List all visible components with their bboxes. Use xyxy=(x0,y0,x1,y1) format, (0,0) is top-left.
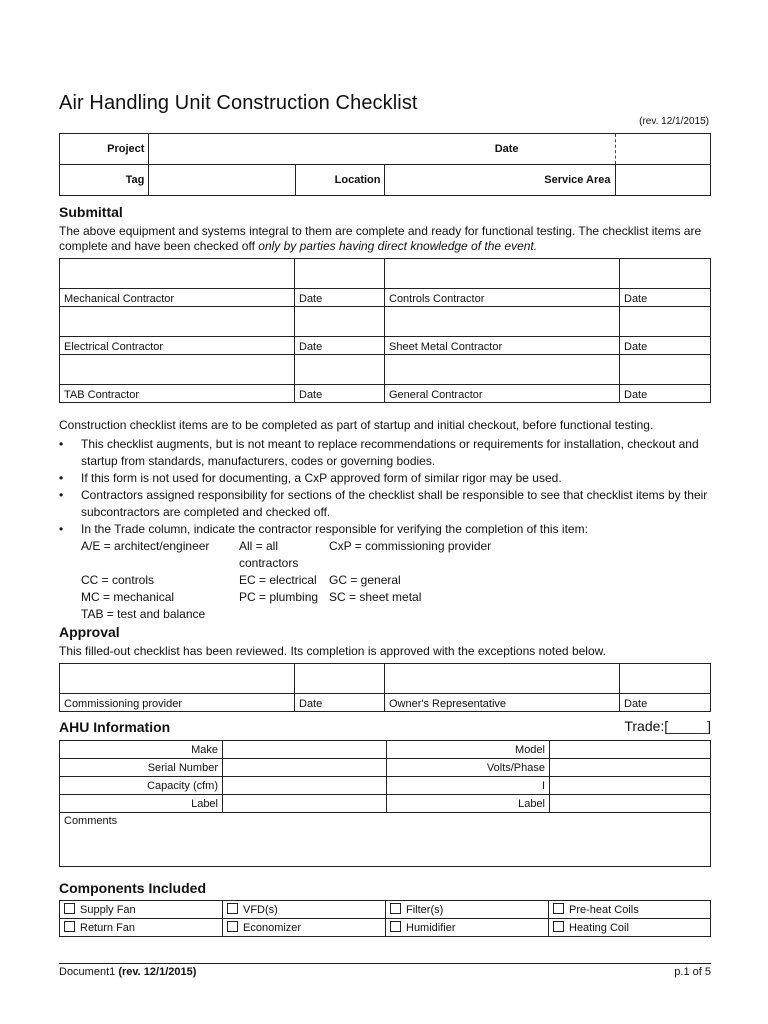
sheet-metal-signature-field[interactable] xyxy=(385,307,620,337)
tab-contractor-label: TAB Contractor xyxy=(60,385,295,403)
tab-date-field[interactable] xyxy=(295,355,385,385)
checkbox-icon[interactable] xyxy=(227,903,238,914)
instructions-list xyxy=(59,436,711,623)
list-item: • This checklist augments, but is not meant to replace recommendations or requirements for installation, checkout and startup from standards, manufacturers, codes or governing bodies. xyxy=(59,436,711,470)
volts-phase-label: Volts/Phase xyxy=(387,759,550,777)
submittal-heading: Submittal xyxy=(59,204,123,220)
date-field[interactable] xyxy=(615,134,710,165)
date-label: Date xyxy=(620,694,711,712)
checkbox-icon[interactable] xyxy=(553,921,564,932)
component-economizer[interactable]: Economizer xyxy=(223,919,386,937)
label-right-label: Label xyxy=(387,795,550,813)
list-item: • If this form is not used for documenting, a CxP approved form of similar rigor may be used. xyxy=(59,470,711,487)
checkbox-icon[interactable] xyxy=(390,921,401,932)
commissioning-date-field[interactable] xyxy=(295,664,385,694)
component-return-fan[interactable]: Return Fan xyxy=(60,919,223,937)
components-heading: Components Included xyxy=(59,880,206,896)
list-item: • In the Trade column, indicate the contractor responsible for verifying the completion of this item: A/E = architect/engineer All = all contractors CxP = commissioning provider CC = controls EC = electrical GC = general MC = mechanical PC = plumbing SC = sheet metal TAB = test and balance xyxy=(59,521,711,623)
document-name: Document1 xyxy=(59,966,119,978)
electrical-contractor-label: Electrical Contractor xyxy=(60,337,295,355)
checkbox-icon[interactable] xyxy=(64,903,75,914)
controls-date-field[interactable] xyxy=(620,259,711,289)
controls-signature-field[interactable] xyxy=(385,259,620,289)
component-humidifier[interactable]: Humidifier xyxy=(386,919,549,937)
component-pre-heat-coils[interactable]: Pre-heat Coils xyxy=(549,901,711,919)
date-label: Date xyxy=(620,289,711,307)
checkbox-icon[interactable] xyxy=(64,921,75,932)
location-label: Location xyxy=(296,165,385,196)
approval-text: This filled-out checklist has been reviewed. Its completion is approved with the exceptions noted below. xyxy=(59,644,606,658)
component-supply-fan[interactable]: Supply Fan xyxy=(60,901,223,919)
date-label: Date xyxy=(620,337,711,355)
label-left-field[interactable] xyxy=(223,795,387,813)
components-table xyxy=(59,900,711,937)
serial-number-label: Serial Number xyxy=(60,759,223,777)
submittal-signature-table xyxy=(59,258,711,403)
label-right-field[interactable] xyxy=(550,795,711,813)
owner-date-field[interactable] xyxy=(620,664,711,694)
sheet-metal-date-field[interactable] xyxy=(620,307,711,337)
mechanical-signature-field[interactable] xyxy=(60,259,295,289)
date-label: Date xyxy=(620,385,711,403)
general-contractor-label: General Contractor xyxy=(385,385,620,403)
capacity-field[interactable] xyxy=(223,777,387,795)
commissioning-signature-field[interactable] xyxy=(60,664,295,694)
approval-heading: Approval xyxy=(59,624,120,640)
date-label: Date xyxy=(295,694,385,712)
ahu-info-table xyxy=(59,740,711,867)
project-label: Project xyxy=(60,134,149,165)
ahu-heading: AHU Information xyxy=(59,719,171,735)
electrical-date-field[interactable] xyxy=(295,307,385,337)
date-label: Date xyxy=(295,337,385,355)
owners-representative-label: Owner's Representative xyxy=(385,694,620,712)
comments-label: Comments xyxy=(64,815,118,827)
general-signature-field[interactable] xyxy=(385,355,620,385)
controls-contractor-label: Controls Contractor xyxy=(385,289,620,307)
approval-signature-table xyxy=(59,663,711,712)
submittal-text: The above equipment and systems integral to them are complete and ready for functional testing. The checklist items are complete and have been checked off only by parties having direct knowledge of the event. xyxy=(59,224,702,253)
project-field[interactable] xyxy=(149,134,615,165)
trade-field[interactable]: Trade:[_____] xyxy=(624,718,711,734)
mechanical-date-field[interactable] xyxy=(295,259,385,289)
date-label: Date xyxy=(295,289,385,307)
component-filters[interactable]: Filter(s) xyxy=(386,901,549,919)
comments-field[interactable] xyxy=(60,813,711,867)
model-field[interactable] xyxy=(550,741,711,759)
label-left-label: Label xyxy=(60,795,223,813)
instructions-intro: Construction checklist items are to be completed as part of startup and initial checkout, before functional testing. xyxy=(59,418,654,432)
date-label: Date xyxy=(295,385,385,403)
component-vfd[interactable]: VFD(s) xyxy=(223,901,386,919)
current-label: I xyxy=(387,777,550,795)
mechanical-contractor-label: Mechanical Contractor xyxy=(60,289,295,307)
serial-number-field[interactable] xyxy=(223,759,387,777)
page-title: Air Handling Unit Construction Checklist xyxy=(59,92,418,114)
checkbox-icon[interactable] xyxy=(553,903,564,914)
checkbox-icon[interactable] xyxy=(227,921,238,932)
volts-phase-field[interactable] xyxy=(550,759,711,777)
tag-label: Tag xyxy=(60,165,149,196)
page-number: p.1 of 5 xyxy=(674,966,711,978)
page-footer xyxy=(59,963,711,978)
general-date-field[interactable] xyxy=(620,355,711,385)
document-revision: (rev. 12/1/2015) xyxy=(118,966,197,978)
electrical-signature-field[interactable] xyxy=(60,307,295,337)
list-item: • Contractors assigned responsibility for sections of the checklist shall be responsible to see that checklist items by their subcontractors are completed and checked off. xyxy=(59,487,711,521)
current-field[interactable] xyxy=(550,777,711,795)
service-area-field[interactable] xyxy=(615,165,710,196)
tab-signature-field[interactable] xyxy=(60,355,295,385)
sheet-metal-contractor-label: Sheet Metal Contractor xyxy=(385,337,620,355)
make-label: Make xyxy=(60,741,223,759)
project-header-table xyxy=(59,133,711,196)
tag-field[interactable] xyxy=(149,165,296,196)
date-label: Date xyxy=(494,143,519,155)
owner-signature-field[interactable] xyxy=(385,664,620,694)
component-heating-coil[interactable]: Heating Coil xyxy=(549,919,711,937)
checkbox-icon[interactable] xyxy=(390,903,401,914)
revision-label: (rev. 12/1/2015) xyxy=(639,116,709,127)
trade-legend: A/E = architect/engineer All = all contractors CxP = commissioning provider CC = controls EC = electrical GC = general MC = mechanical PC = plumbing SC = sheet metal TAB = test and balance xyxy=(81,539,492,621)
model-label: Model xyxy=(387,741,550,759)
commissioning-provider-label: Commissioning provider xyxy=(60,694,295,712)
service-area-label: Service Area xyxy=(544,174,611,186)
capacity-label: Capacity (cfm) xyxy=(60,777,223,795)
make-field[interactable] xyxy=(223,741,387,759)
location-field[interactable] xyxy=(385,165,615,196)
